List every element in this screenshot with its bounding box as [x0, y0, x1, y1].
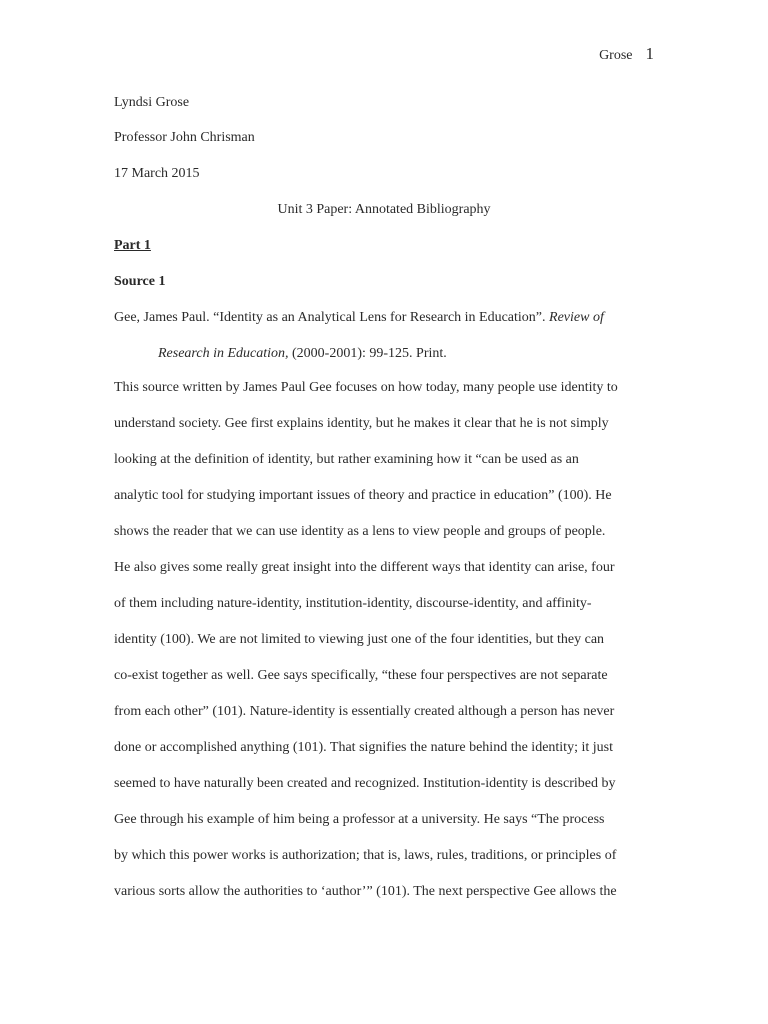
source-heading: Source 1: [114, 274, 166, 289]
paragraph-line: He also gives some really great insight into the different ways that identity can arise, four: [114, 560, 615, 575]
citation-journal-part1: Review of: [549, 310, 604, 325]
professor-name: Professor John Chrisman: [114, 130, 255, 145]
paragraph-line: analytic tool for studying important issues of theory and practice in education” (100). He: [114, 488, 612, 503]
annotation-paragraph: [114, 370, 658, 910]
paragraph-line: by which this power works is authorization; that is, laws, rules, traditions, or principles of: [114, 848, 617, 863]
paper-date: 17 March 2015: [114, 166, 200, 181]
running-header: [599, 44, 654, 64]
paragraph-line: Gee through his example of him being a professor at a university. He says “The process: [114, 812, 605, 827]
citation-journal-part2: Research in Education,: [158, 346, 289, 361]
paragraph-line: seemed to have naturally been created and recognized. Institution-identity is described by: [114, 776, 616, 791]
paragraph-line: from each other” (101). Nature-identity is essentially created although a person has never: [114, 704, 615, 719]
paragraph-line: done or accomplished anything (101). That signifies the nature behind the identity; it just: [114, 740, 613, 755]
paper-title: Unit 3 Paper: Annotated Bibliography: [277, 202, 491, 217]
paragraph-line: looking at the definition of identity, but rather examining how it “can be used as an: [114, 452, 579, 467]
citation-pages: (2000-2001): 99-125. Print.: [288, 346, 447, 361]
paragraph-line: understand society. Gee first explains identity, but he makes it clear that he is not simply: [114, 416, 609, 431]
part-heading: Part 1: [114, 238, 151, 253]
paragraph-line: identity (100). We are not limited to viewing just one of the four identities, but they can: [114, 632, 605, 647]
citation-line-1: [114, 309, 604, 327]
page-number: 1: [645, 44, 654, 63]
paragraph-line: co-exist together as well. Gee says specifically, “these four perspectives are not separate: [114, 668, 608, 683]
citation-line-2: [158, 345, 447, 363]
header-surname: Grose: [599, 48, 633, 63]
paragraph-line: of them including nature-identity, institution-identity, discourse-identity, and affinity-: [114, 596, 592, 611]
author-name: Lyndsi Grose: [114, 95, 190, 110]
paragraph-line: shows the reader that we can use identity as a lens to view people and groups of people.: [114, 524, 606, 539]
citation-author-title: Gee, James Paul. “Identity as an Analytical Lens for Research in Education”.: [114, 310, 550, 325]
paragraph-line: This source written by James Paul Gee focuses on how today, many people use identity to: [114, 380, 618, 395]
paragraph-line: various sorts allow the authorities to ‘author’” (101). The next perspective Gee allows the: [114, 884, 617, 899]
